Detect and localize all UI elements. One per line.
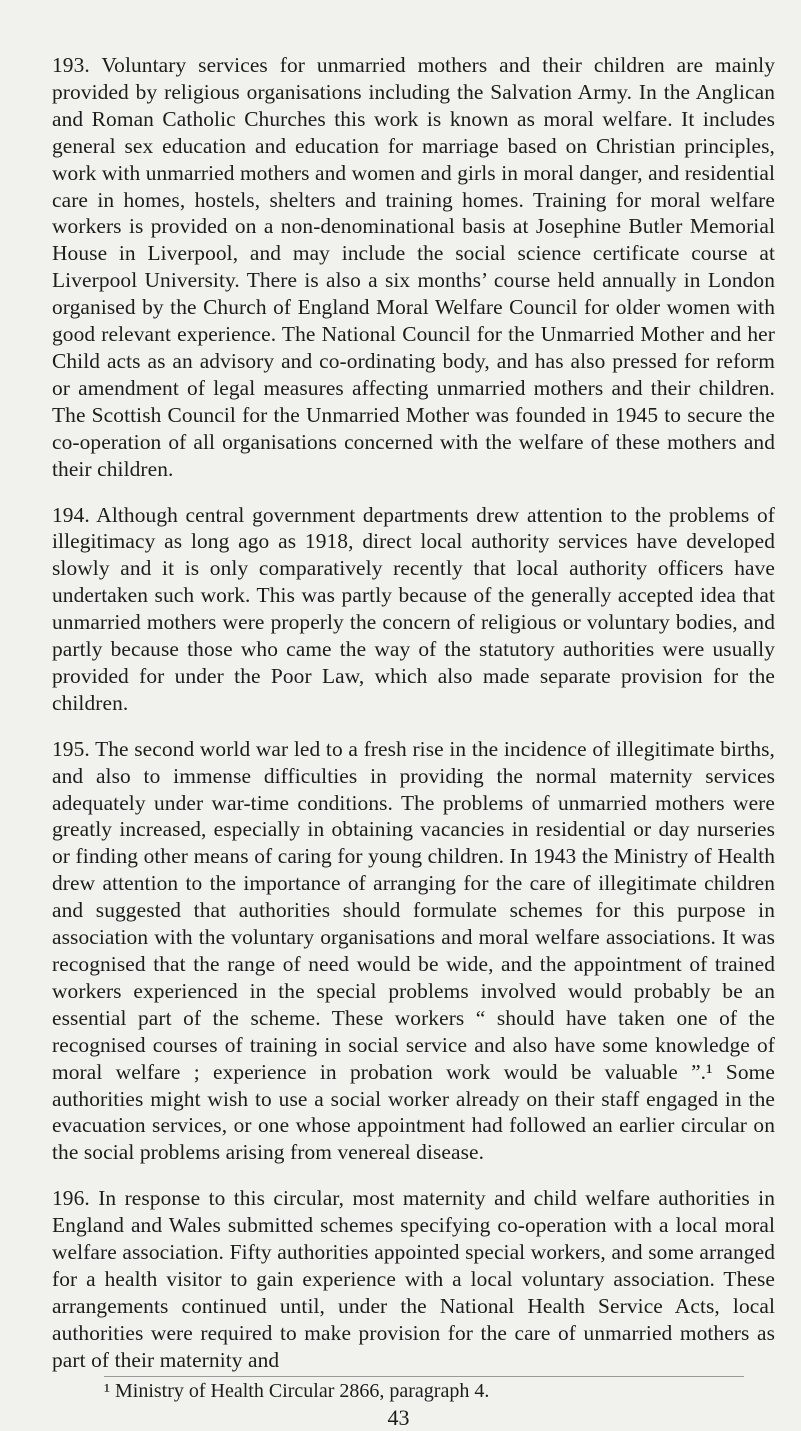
paragraph-193: 193. Voluntary services for unmarried mothers and their children are mainly provided by religious organisations including the Salvation Army. In the Anglican and Roman Catholic Churches this work is known as moral welfare. It includes general sex education and education for marriage based on Christian principles, work with unmarried mothers and women and girls in moral danger, and residential care in homes, hostels, shelters and training homes. Training for moral welfare workers is provided on a non-denominational basis at Josephine Butler Memorial House in Liverpool, and may include the social science certificate course at Liverpool University. There is also a six months’ course held annually in London organised by the Church of England Moral Welfare Council for older women with good relevant experience. The National Council for the Unmarried Mother and her Child acts as an advisory and co-ordinating body, and has also pressed for reform or amendment of legal measures affecting unmarried mothers and their children. The Scottish Council for the Unmarried Mother was founded in 1945 to secure the co-operation of all organisations concerned with the welfare of these mothers and their children. <box>52 53 775 481</box>
paragraph-196: 196. In response to this circular, most maternity and child welfare authorities in England and Wales submitted schemes specifying co-operation with a local moral welfare association. Fifty authorities appointed special workers, and some arranged for a health visitor to gain experience with a local voluntary association. These arrangements continued until, under the National Health Service Acts, local authorities were required to make provision for the care of unmarried mothers as part of their maternity and <box>52 1186 775 1372</box>
paragraph-194: 194. Although central government departments drew attention to the problems of illegitimacy as long ago as 1918, direct local authority services have developed slowly and it is only comparatively recently that local authority officers have undertaken such work. This was partly because of the generally accepted idea that unmarried mothers were properly the concern of religious or voluntary bodies, and partly because those who came the way of the statutory authorities were usually provided for under the Poor Law, which also made separate provision for the children. <box>52 502 775 715</box>
footnote-divider <box>104 1376 744 1377</box>
page-number: 43 <box>387 1404 410 1430</box>
paragraph-195: 195. The second world war led to a fresh rise in the incidence of illegitimate births, and also to immense difficulties in providing the normal maternity services adequately under war-time conditions. The problems of unmarried mothers were greatly increased, especially in obtaining vacancies in residential or day nurseries or finding other means of caring for young children. In 1943 the Ministry of Health drew attention to the importance of arranging for the care of illegitimate children and suggested that authorities should formulate schemes for this purpose in association with the voluntary organisations and moral welfare associations. It was recognised that the range of need would be wide, and the appointment of trained workers experienced in the special problems involved would probably be an essential part of the scheme. These workers “ should have taken one of the recognised courses of training in social service and also have some knowledge of moral welfare ; experience in probation work would be valuable ”.¹ Some authorities might wish to use a social worker already on their staff engaged in the evacuation services, or one whose appointment had followed an earlier circular on the social problems arising from venereal disease. <box>52 736 775 1165</box>
footnote: ¹ Ministry of Health Circular 2866, paragraph 4. <box>104 1379 490 1402</box>
